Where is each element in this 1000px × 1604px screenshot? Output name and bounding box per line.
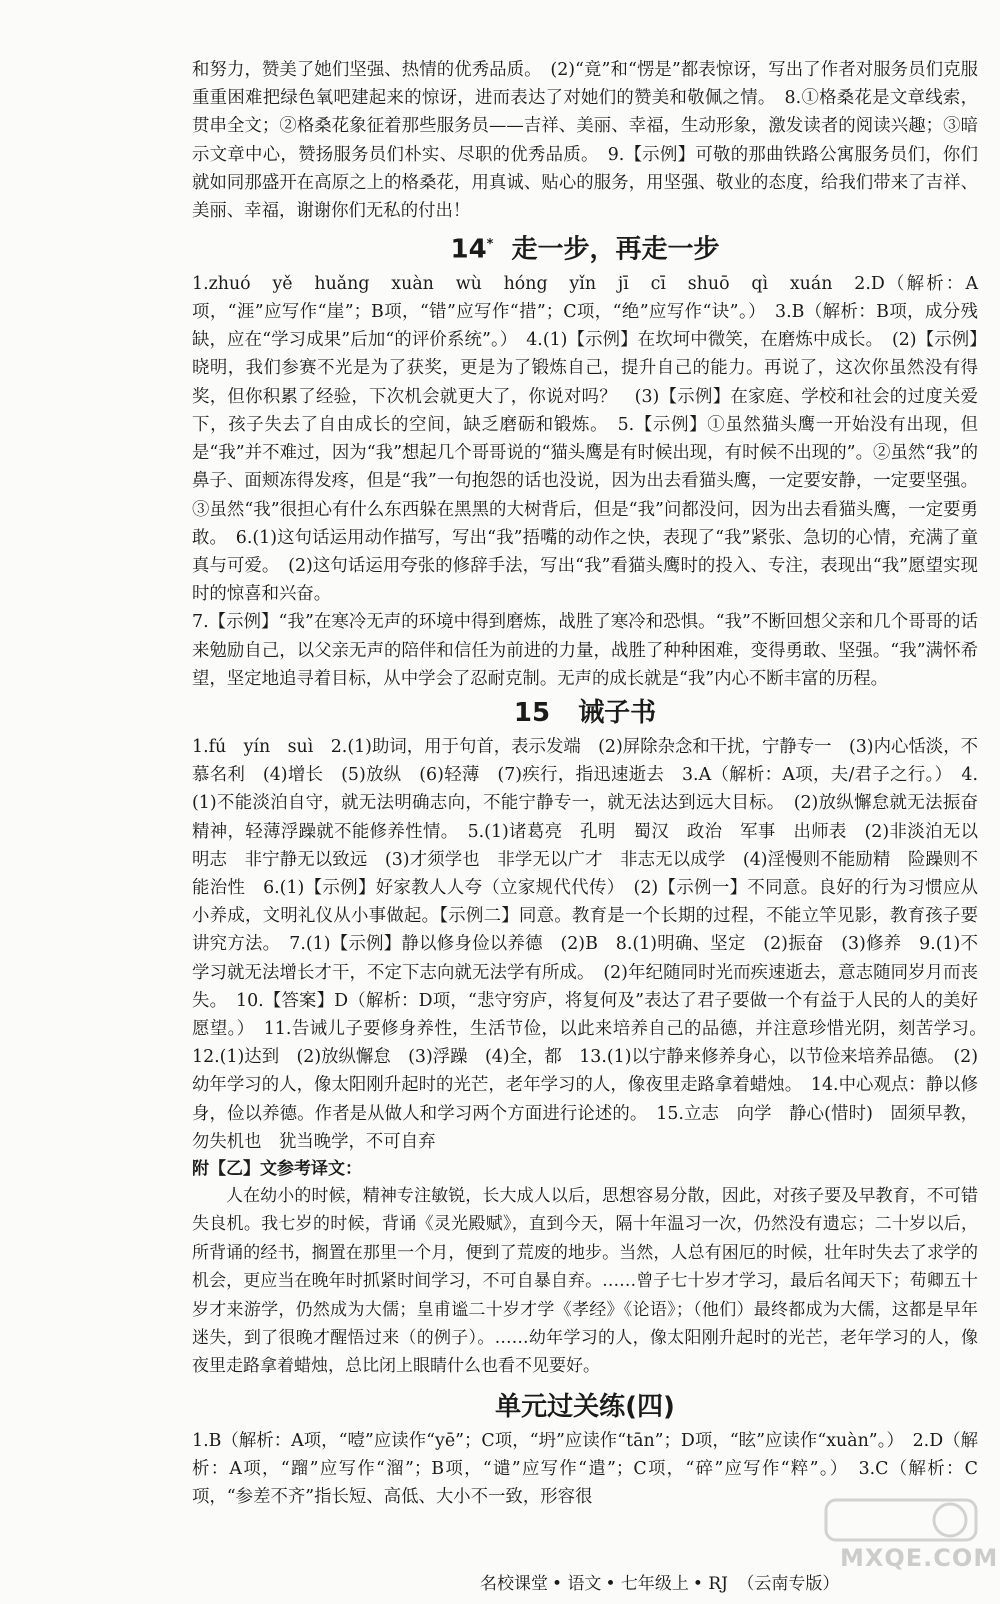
page-content <box>192 56 996 1511</box>
unit-test-title: 单元过关练(四) <box>495 1391 675 1422</box>
footer-region: （云南专版） <box>737 1574 840 1594</box>
footer-subject: 语文 <box>567 1574 602 1594</box>
section-15-number: 15 <box>513 697 551 728</box>
page-footer: 名校课堂 • 语文 • 七年级上 • RJ （云南专版） <box>480 1574 840 1594</box>
continued-answers: 和努力，赞美了她们坚强、热情的优秀品质。 (2)“竟”和“愣是”都表惊讶，写出了作者对服务员们克服重重困难把绿色氧吧建起来的惊讶，进而表达了对她们的赞美和敬佩之情。 8.①格桑花是文章线索，贯串全文；②格桑花象征着那些服务员——吉祥、美丽、幸福，生动形象，激发读者的阅读兴趣；③暗示文章中心，赞扬服务员们朴实、尽职的优秀品质。 9.【示例】可敬的那曲铁路公寓服务员们，你们就如同那盛开在高原之上的格桑花，用真诚、贴心的服务，用坚强、敬业的态度，给我们带来了吉祥、美丽、幸福，谢谢你们无私的付出！ <box>192 60 978 222</box>
watermark-text: MXQE.COM <box>840 1544 999 1572</box>
section-14-title <box>192 225 978 270</box>
footer-grade: 七年级上 <box>620 1574 689 1594</box>
section-14-answer-7: 7.【示例】“我”在寒冷无声的环境中得到磨炼，战胜了寒冷和恐惧。“我”不断回想父亲和几个哥哥的话来勉励自己，以父亲无声的陪伴和信任为前进的力量，战胜了种种困难，变得勇敢、坚强。“我”满怀希望，坚定地追寻着目标，从中学会了忍耐克制。无声的成长就是“我”内心不断丰富的历程。 <box>192 612 978 689</box>
section-14-title-a: 走一步， <box>511 234 616 265</box>
section-14-number: 14 <box>450 234 487 265</box>
watermark-logo <box>820 1496 999 1600</box>
section-14-answers: 1.zhuó yě huǎng xuàn wù hóng yǐn jī cī shuō qì xuán 2.D（解析：A项，“涯”应写作“崖”；B项，“错”应写作“措”；C项，“绝”应写作“诀”。） 3.B（解析：B项，成分残缺，应在“学习成果”后加“的评价系统”。） 4.(1)【示例】在坎坷中微笑，在磨炼中成长。 (2)【示例】晓明，我们参赛不光是为了获奖，更是为了锻炼自己，提升自己的能力。再说了，这次你虽然没有得奖，但你积累了经验，下次机会就更大了，你说对吗？ (3)【示例】在家庭、学校和社会的过度关爱下，孩子失去了自由成长的空间，缺乏磨砺和锻炼。 5.【示例】①虽然猫头鹰一开始没有出现，但是“我”并不难过，因为“我”想起几个哥哥说的“猫头鹰是有时候出现，有时候不出现的”。②虽然“我”的鼻子、面颊冻得发疼，但是“我”一句抱怨的话也没说，因为出去看猫头鹰，一定要安静，一定要坚强。③虽然“我”很担心有什么东西躲在黑黑的大树背后，但是“我”问都没问，因为出去看猫头鹰，一定要勇敢。 6.(1)这句话运用动作描写，写出“我”捂嘴的动作之快，表现了“我”紧张、急切的心情，充满了童真与可爱。 (2)这句话运用夸张的修辞手法，写出“我”看猫头鹰时的投入、专注，表现出“我”愿望实现时的惊喜和兴奋。 <box>192 273 978 605</box>
section-15-title-text: 诫子书 <box>578 697 657 728</box>
appendix-heading: 附【乙】文参考译文： <box>192 1158 362 1179</box>
optional-star: * <box>486 237 494 253</box>
unit-test-answers: 1.B（解析：A项，“噎”应读作“yē”；C项，“坍”应读作“tān”；D项，“眩”应读作“xuàn”。） 2.D（解析：A项，“蹓”应写作“溜”；B项，“谴”应写作“遣”；C项，“碎”应写作“粹”。） 3.C（解析：C项，“参差不齐”指长短、高低、大小不一致，形容很 <box>192 1430 978 1508</box>
section-15-answers: 1.fú yín suì 2.(1)助词，用于句首，表示发端 (2)屏除杂念和干扰，宁静专一 (3)内心恬淡，不慕名利 (4)增长 (5)放纵 (6)轻薄 (7)疾行，指迅速逝去 3.A（解析：A项，夫/君子之行。） 4.(1)不能淡泊自守，就无法明确志向，不能宁静专一，就无法达到远大目标。 (2)放纵懈怠就无法振奋精神，轻薄浮躁就不能修养性情。 5.(1)诸葛亮 孔明 蜀汉 政治 军事 出师表 (2)非淡泊无以明志 非宁静无以致远 (3)才须学也 非学无以广才 非志无以成学 (4)淫慢则不能励精 险躁则不能治性 6.(1)【示例】好家教人人夸（立家规代代传） (2)【示例一】不同意。良好的行为习惯应从小养成，文明礼仪从小事做起。【示例二】同意。教育是一个长期的过程，不能立竿见影，教育孩子要讲究方法。 7.(1)【示例】静以修身俭以养德 (2)B 8.(1)明确、坚定 (2)振奋 (3)修养 9.(1)不学习就无法增长才干，不定下志向就无法学有所成。 (2)年纪随同时光而疾速逝去，意志随同岁月而丧失。 10.【答案】D（解析：D项，“悲守穷庐，将复何及”表达了君子要做一个有益于人民的人的美好愿望。） 11.告诫儿子要修身养性，生活节俭，以此来培养自己的品德，并注意珍惜光阴，刻苦学习。 12.(1)达到 (2)放纵懈怠 (3)浮躁 (4)全，都 13.(1)以宁静来修养身心，以节俭来培养品德。 (2)幼年学习的人，像太阳刚升起时的光芒，老年学习的人，像夜里走路拿着蜡烛。 14.中心观点：静以修身，俭以养德。作者是从做人和学习两个方面进行论述的。 15.立志 向学 静心(惜时) 固须早教，勿失机也 犹当晚学，不可自弃 <box>192 736 996 1152</box>
footer-edition: RJ <box>708 1574 728 1594</box>
appendix-translation: 人在幼小的时候，精神专注敏锐，长大成人以后，思想容易分散，因此，对孩子要及早教育，不可错失良机。我七岁的时候，背诵《灵光殿赋》，直到今天，隔十年温习一次，仍然没有遗忘；二十岁以后，所背诵的经书，搁置在那里一个月，便到了荒废的地步。当然，人总有困厄的时候，壮年时失去了求学的机会，更应当在晚年时抓紧时间学习，不可自暴自弃。……曾子七十岁才学习，最后名闻天下；荀卿五十岁才来游学，仍然成为大儒；皇甫谧二十岁才学《孝经》《论语》；（他们）最终都成为大儒，这都是早年迷失，到了很晚才醒悟过来（的例子）。……幼年学习的人，像太阳刚升起时的光芒，老年学习的人，像夜里走路拿着蜡烛，总比闭上眼睛什么也看不见要好。 <box>192 1185 978 1377</box>
section-15-title <box>192 693 978 733</box>
section-14-title-b: 再走一步 <box>615 234 720 265</box>
footer-brand: 名校课堂 <box>480 1574 548 1594</box>
